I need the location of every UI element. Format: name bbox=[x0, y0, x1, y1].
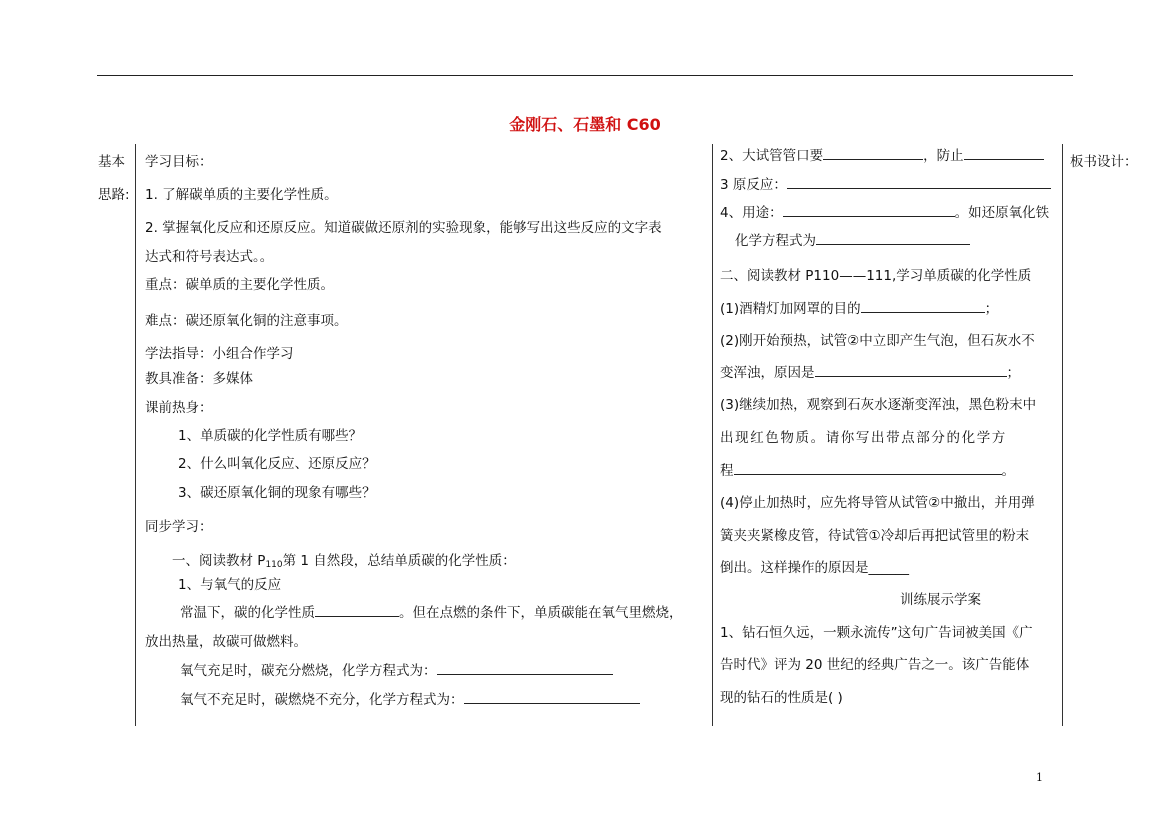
mid-line: 1. 了解碳单质的主要化学性质。 bbox=[145, 187, 338, 203]
blank-line bbox=[787, 176, 1051, 189]
right-text: 3 原反应： bbox=[720, 177, 787, 193]
mid-line: 课前热身： bbox=[145, 400, 213, 416]
blank-line bbox=[464, 691, 640, 704]
blank-line bbox=[815, 364, 1007, 377]
blank-line bbox=[823, 147, 923, 160]
right-line bbox=[720, 144, 1044, 164]
right-text: 。如还原氧化铁 bbox=[954, 205, 1050, 221]
mid-line: 重点：碳单质的主要化学性质。 bbox=[145, 277, 334, 293]
right-line: (3)继续加热，观察到石灰水逐渐变浑浊，黑色粉末中 bbox=[720, 397, 1037, 413]
right-text: (1)酒精灯加网罩的目的 bbox=[720, 301, 861, 317]
right-line: 现的钻石的性质是( ) bbox=[720, 690, 843, 706]
right-text: 程 bbox=[720, 463, 734, 479]
right-line: 簧夹夹紧橡皮管，待试管①冷却后再把试管里的粉末 bbox=[720, 528, 1030, 544]
mid-text: 氧气不充足时，碳燃烧不充分，化学方程式为： bbox=[180, 692, 464, 708]
mid-text: 氧气充足时，碳充分燃烧，化学方程式为： bbox=[180, 663, 437, 679]
right-line bbox=[720, 459, 1015, 479]
column-divider bbox=[1062, 144, 1063, 726]
right-line bbox=[720, 361, 1020, 381]
mid-line: 2、什么叫氧化反应、还原反应？ bbox=[178, 456, 376, 472]
blank-line bbox=[783, 204, 955, 217]
right-text: ； bbox=[1006, 365, 1020, 381]
right-heading: 训练展示学案 bbox=[900, 592, 981, 608]
right-line: 出现红色物质。请你写出带点部分的化学方 bbox=[720, 430, 1007, 446]
blank-line bbox=[964, 147, 1044, 160]
blank-line bbox=[861, 300, 985, 313]
right-text: 化学方程式为 bbox=[735, 233, 816, 249]
mid-line: 3、碳还原氧化铜的现象有哪些？ bbox=[178, 485, 376, 501]
board-design-label: 板书设计： bbox=[1070, 154, 1138, 170]
right-text: 2、大试管管口要 bbox=[720, 148, 824, 164]
mid-text: 。但在点燃的条件下，单质碳能在氧气里燃烧， bbox=[399, 605, 683, 621]
mid-line: 1、单质碳的化学性质有哪些？ bbox=[178, 428, 363, 444]
right-line: (4)停止加热时，应先将导管从试管②中撤出，并用弹 bbox=[720, 495, 1035, 511]
left-label-line2: 思路: bbox=[98, 187, 130, 203]
right-line: (2)刚开始预热，试管②中立即产生气泡，但石灰水不 bbox=[720, 333, 1035, 349]
right-line: 告时代》评为 20 世纪的经典广告之一。该广告能体 bbox=[720, 657, 1030, 673]
mid-line bbox=[172, 549, 516, 570]
left-label-line1: 基本 bbox=[98, 154, 125, 170]
right-line: 二、阅读教材 P110——111,学习单质碳的化学性质 bbox=[720, 268, 1032, 284]
mid-text: 常温下，碳的化学性质 bbox=[180, 605, 315, 621]
column-divider bbox=[712, 144, 713, 726]
mid-line bbox=[180, 601, 683, 621]
right-text: 变浑浊，原因是 bbox=[720, 365, 815, 381]
right-line bbox=[735, 229, 970, 249]
mid-line: 达式和符号表达式。。 bbox=[145, 249, 274, 265]
right-text: ； bbox=[984, 301, 999, 317]
right-text: 。 bbox=[1001, 463, 1015, 479]
mid-line: 2. 掌握氧化反应和还原反应。知道碳做还原剂的实验现象，能够写出这些反应的文字表 bbox=[145, 220, 662, 236]
mid-line: 学习目标： bbox=[145, 154, 213, 170]
mid-line: 难点：碳还原氧化铜的注意事项。 bbox=[145, 313, 348, 329]
mid-line: 同步学习： bbox=[145, 519, 213, 535]
header-rule bbox=[97, 75, 1073, 76]
right-text: 4、用途： bbox=[720, 205, 783, 221]
right-line bbox=[720, 201, 1049, 221]
mid-subscript: 110 bbox=[265, 560, 283, 570]
column-divider bbox=[135, 144, 136, 726]
right-line: 倒出。这样操作的原因是______ bbox=[720, 560, 909, 576]
blank-line bbox=[734, 462, 1002, 475]
blank-line bbox=[816, 232, 970, 245]
page-number: 1 bbox=[1036, 771, 1043, 784]
mid-line: 教具准备：多媒体 bbox=[145, 371, 253, 387]
right-text: ，防止 bbox=[923, 148, 964, 164]
mid-line bbox=[180, 688, 640, 708]
right-line bbox=[720, 297, 998, 317]
right-line: 1、钻石恒久远，一颗永流传”这句广告词被美国《广 bbox=[720, 625, 1033, 641]
blank-line bbox=[437, 662, 613, 675]
mid-text: 第 1 自然段，总结单质碳的化学性质： bbox=[282, 553, 516, 569]
mid-line: 学法指导：小组合作学习 bbox=[145, 346, 294, 362]
mid-line bbox=[180, 659, 613, 679]
mid-line: 1、与氧气的反应 bbox=[178, 577, 282, 593]
page-title: 金刚石、石墨和 C60 bbox=[509, 115, 661, 134]
mid-text: 一、阅读教材 P bbox=[172, 553, 266, 569]
mid-line: 放出热量，故碳可做燃料。 bbox=[145, 634, 307, 650]
right-line bbox=[720, 173, 1051, 193]
blank-line bbox=[315, 604, 399, 617]
